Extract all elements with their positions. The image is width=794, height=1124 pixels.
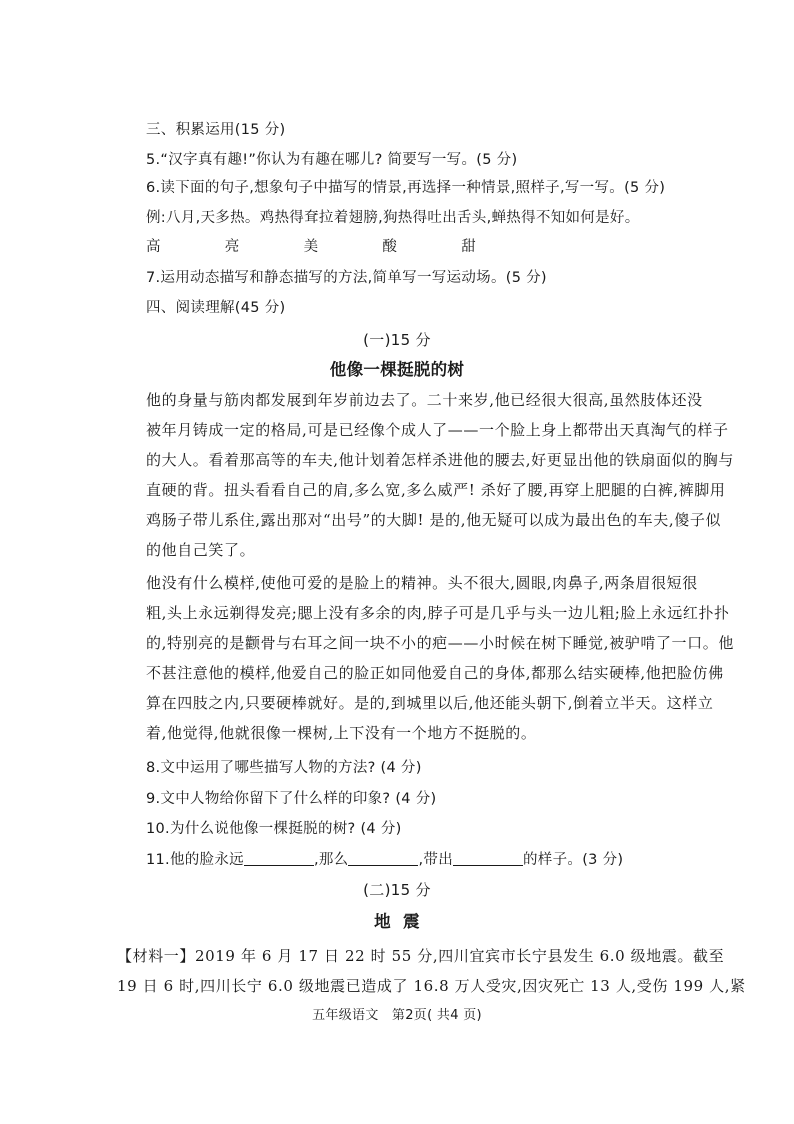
passage-1-line: 直硬的背。扭头看看自己的肩,多么宽,多么威严! 杀好了腰,再穿上肥腿的白裤,裤脚用	[146, 481, 726, 499]
question-11-text: ,那么	[313, 852, 349, 868]
passage-1-line: 的他自己笑了。	[146, 541, 256, 559]
question-8: 8.文中运用了哪些描写人物的方法? (4 分)	[146, 760, 422, 776]
section-3-heading: 三、积累运用(15 分)	[146, 122, 286, 138]
question-11	[146, 850, 623, 870]
passage-1-line: 算在四肢之内,只要硬棒就好。是的,到城里以后,他还能头朝下,倒着立半天。这样立	[146, 694, 714, 712]
word-choice: 甜	[461, 239, 476, 255]
passage-1-line: 他的身量与筋肉都发展到年岁前边去了。二十来岁,他已经很大很高,虽然肢体还没	[146, 391, 703, 409]
part-1-label: (一)15 分	[363, 331, 431, 349]
passage-1-line: 的大人。看着那高等的车夫,他计划着怎样杀进他的腰去,好更显出他的铁扇面似的胸与	[146, 451, 734, 469]
question-6-example: 例:八月,天多热。鸡热得耷拉着翅膀,狗热得吐出舌头,蝉热得不知如何是好。	[146, 210, 640, 226]
passage-1-line: 鸡肠子带儿系住,露出那对“出号”的大脚! 是的,他无疑可以成为最出色的车夫,傻子似	[146, 511, 722, 529]
word-choice: 酸	[382, 239, 398, 255]
answer-blank[interactable]	[244, 850, 314, 866]
question-11-text: 的样子。(3 分)	[523, 852, 624, 868]
passage-2-title: 地 震	[374, 912, 420, 931]
passage-1-title: 他像一棵挺脱的树	[329, 360, 465, 379]
question-11-text: 11.他的脸永远	[146, 852, 244, 868]
passage-2-line: 【材料一】2019 年 6 月 17 日 22 时 55 分,四川宜宾市长宁县发生 6.0 级地震。截至	[117, 947, 725, 965]
passage-1-line: 被年月铸成一定的格局,可是已经像个成人了——一个脸上身上都带出天真淘气的样子	[146, 421, 729, 439]
word-choice: 亮	[224, 239, 240, 255]
passage-1-line: 他没有什么模样,使他可爱的是脸上的精神。头不很大,圆眼,肉鼻子,两条眉很短很	[146, 574, 698, 592]
passage-1-line: 的,特别亮的是颧骨与右耳之间一块不小的疤——小时候在树下睡觉,被驴啃了一口。他	[146, 634, 734, 652]
question-10: 10.为什么说他像一棵挺脱的树? (4 分)	[146, 821, 402, 837]
answer-blank[interactable]	[348, 850, 418, 866]
question-6: 6.读下面的句子,想象句子中描写的情景,再选择一种情景,照样子,写一写。(5 分)	[146, 180, 666, 196]
passage-1-line: 不甚注意他的模样,他爱自己的脸正如同他爱自己的身体,都那么结实硬棒,他把脸仿佛	[146, 664, 724, 682]
passage-1-line: 粗,头上永远剃得发亮;腮上没有多余的肉,脖子可是几乎与头一边儿粗;脸上永远红扑扑	[146, 604, 730, 622]
page-footer: 五年级语文 第2页( 共4 页)	[312, 1008, 482, 1023]
word-choice: 高	[146, 239, 161, 255]
word-choice: 美	[303, 239, 319, 255]
question-6-word-choices	[146, 237, 476, 257]
question-7: 7.运用动态描写和静态描写的方法,简单写一写运动场。(5 分)	[146, 270, 547, 286]
section-4-heading: 四、阅读理解(45 分)	[146, 300, 286, 316]
passage-1-line: 着,他觉得,他就很像一棵树,上下没有一个地方不挺脱的。	[146, 724, 537, 742]
passage-2-line: 19 日 6 时,四川长宁 6.0 级地震已造成了 16.8 万人受灾,因灾死亡 13 人,受伤 199 人,紧	[117, 977, 746, 995]
question-11-text: ,带出	[418, 852, 453, 868]
question-5: 5.“汉字真有趣!”你认为有趣在哪儿? 简要写一写。(5 分)	[146, 152, 518, 168]
part-2-label: (二)15 分	[363, 881, 431, 899]
answer-blank[interactable]	[453, 850, 523, 866]
question-9: 9.文中人物给你留下了什么样的印象? (4 分)	[146, 791, 437, 807]
